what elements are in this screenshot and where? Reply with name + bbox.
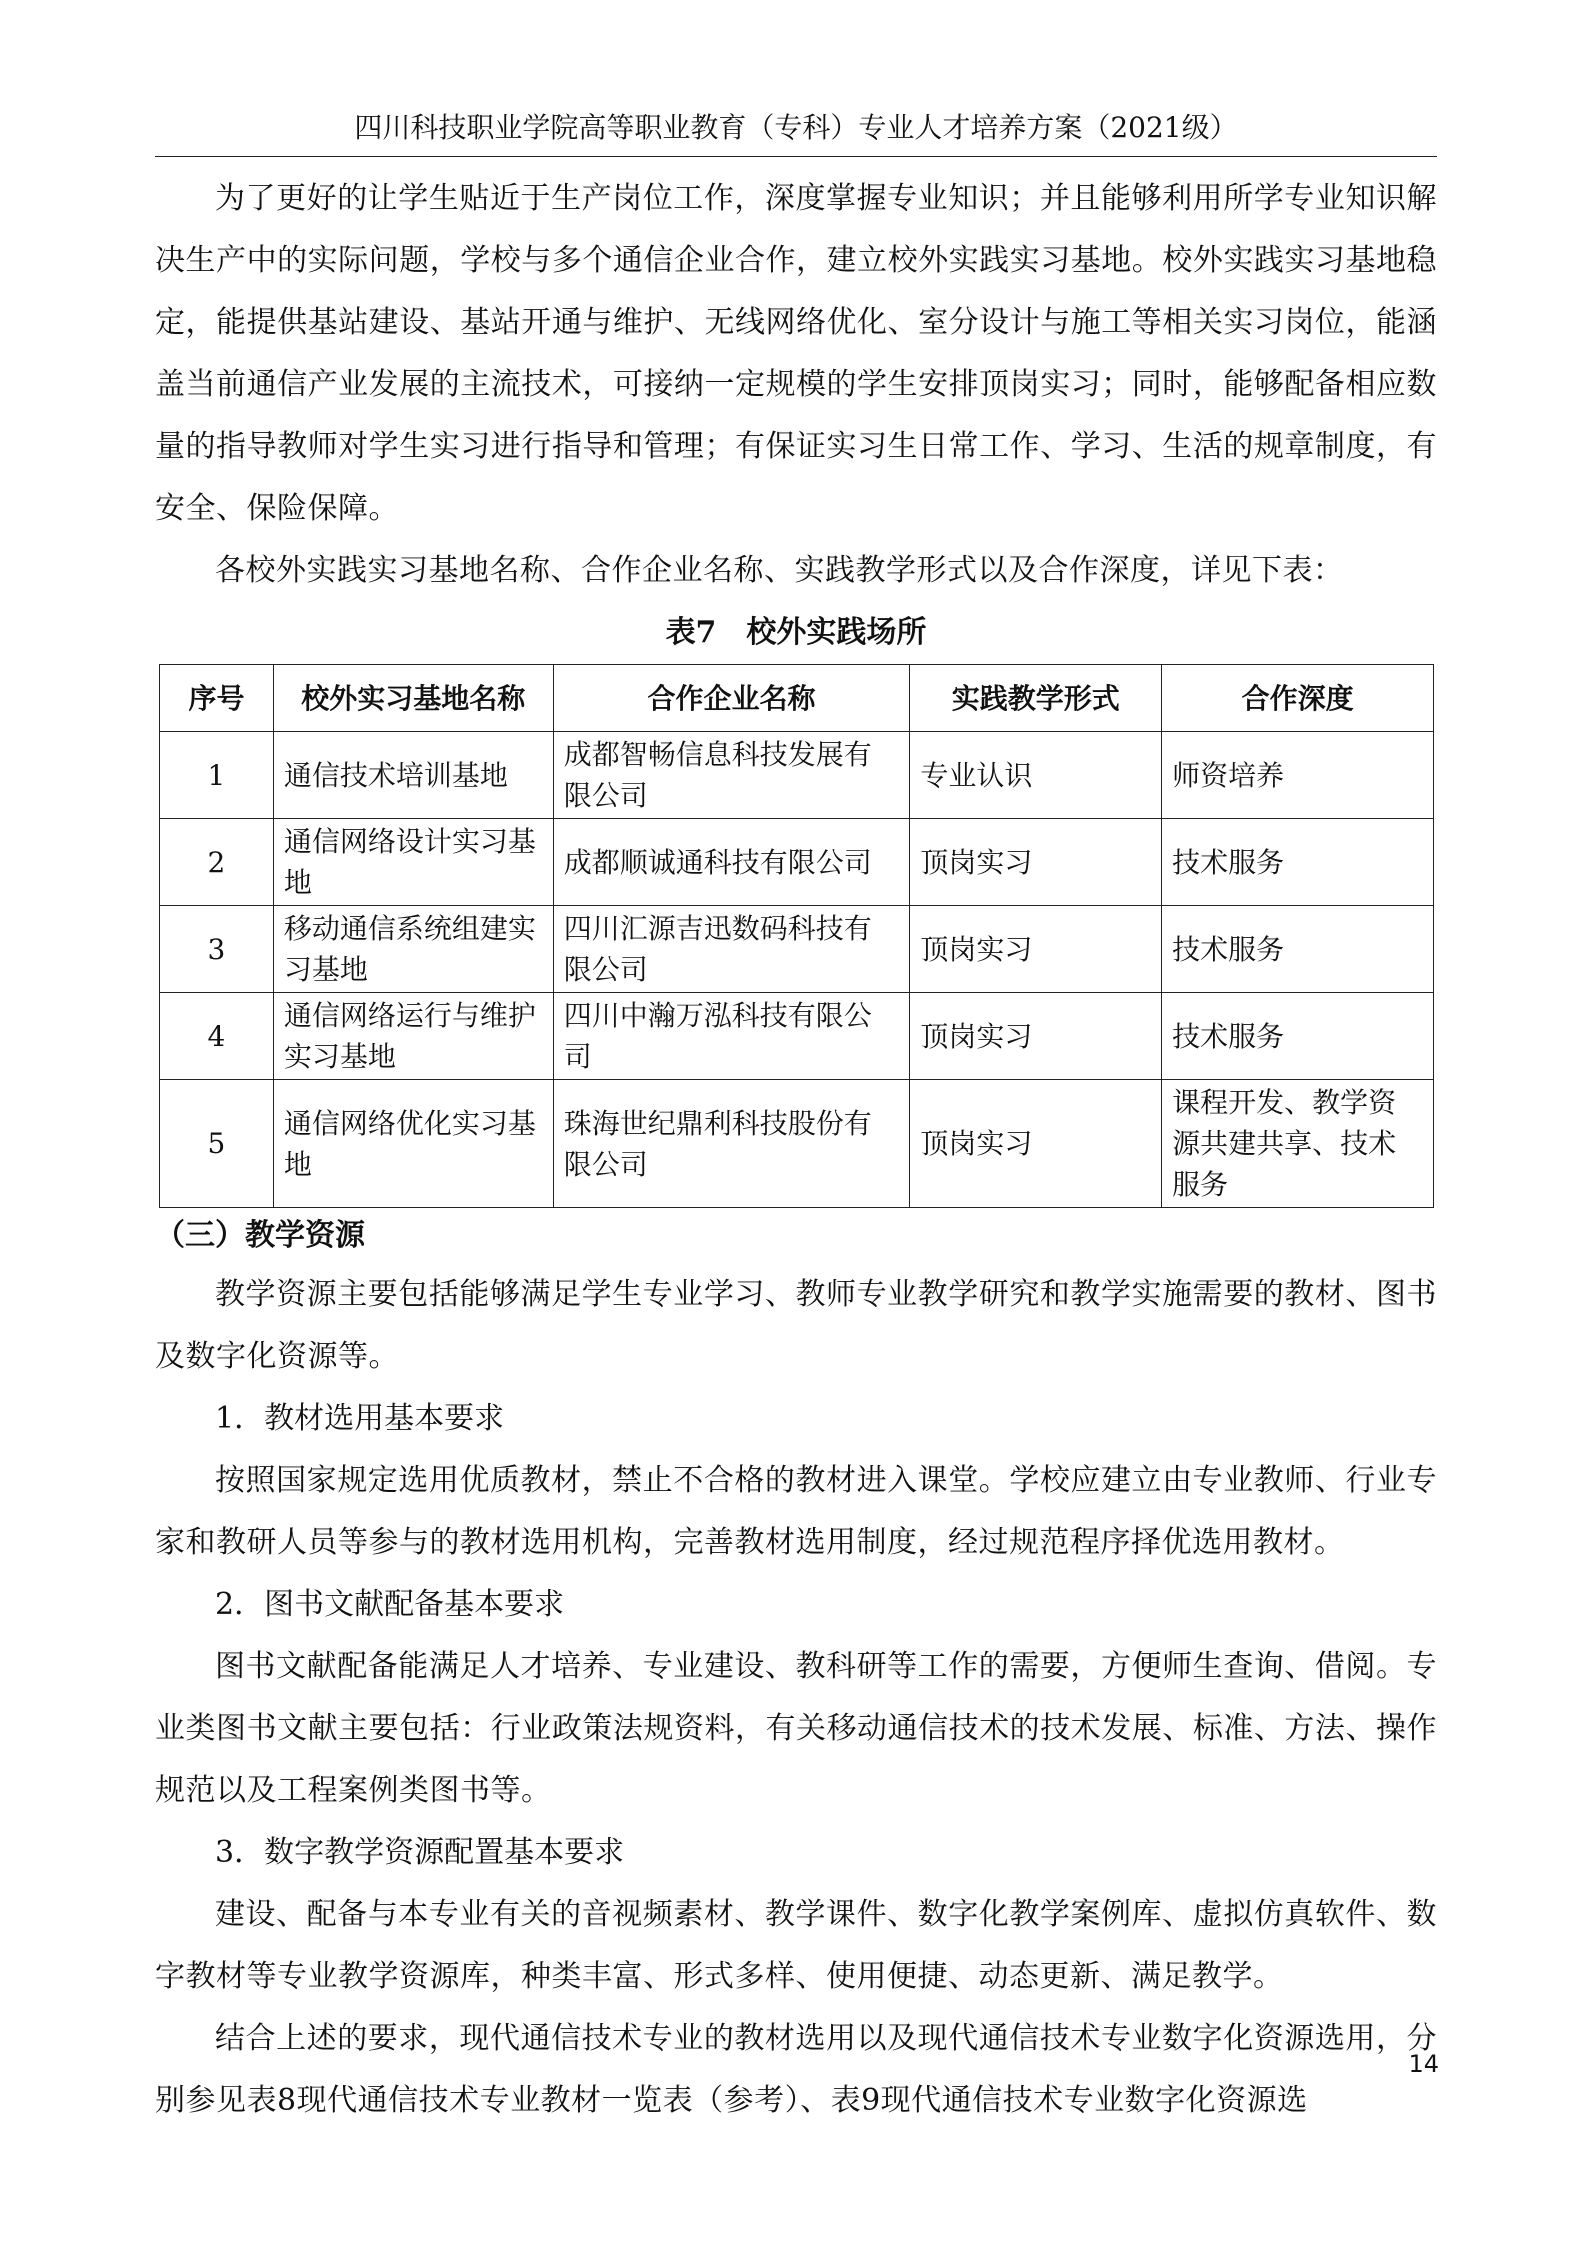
table-row <box>160 732 1434 819</box>
digital-paragraph: 建设、配备与本专业有关的音视频素材、教学课件、数字化教学案例库、虚拟仿真软件、数字教材等专业教学资源库，种类丰富、形式多样、使用便捷、动态更新、满足教学。 <box>155 1897 1437 1994</box>
cooperation-depth: 师资培养 <box>1162 732 1434 819</box>
page-content <box>155 168 1437 2132</box>
table-intro-paragraph: 各校外实践实习基地名称、合作企业名称、实践教学形式以及合作深度，详见下表： <box>215 553 1344 588</box>
row-number: 1 <box>160 732 274 819</box>
column-header: 实践教学形式 <box>910 665 1162 732</box>
row-number: 4 <box>160 993 274 1080</box>
teaching-form: 顶岗实习 <box>910 906 1162 993</box>
page-header <box>155 108 1437 157</box>
subsection-heading-library: 2．图书文献配备基本要求 <box>215 1587 565 1622</box>
base-name: 通信网络设计实习基地 <box>273 819 553 906</box>
base-name: 移动通信系统组建实习基地 <box>273 906 553 993</box>
section-heading: （三）教学资源 <box>155 1218 365 1253</box>
column-header: 合作深度 <box>1162 665 1434 732</box>
table-header-row <box>160 665 1434 732</box>
company-name: 成都智畅信息科技发展有限公司 <box>553 732 910 819</box>
closing-paragraph: 结合上述的要求，现代通信技术专业的教材选用以及现代通信技术专业数字化资源选用，分别参见表8现代通信技术专业教材一览表（参考）、表9现代通信技术专业数字化资源选 <box>155 2021 1437 2118</box>
resources-intro-paragraph: 教学资源主要包括能够满足学生专业学习、教师专业教学研究和教学实施需要的教材、图书及数字化资源等。 <box>155 1277 1437 1374</box>
row-number: 2 <box>160 819 274 906</box>
row-number: 3 <box>160 906 274 993</box>
base-name: 通信网络优化实习基地 <box>273 1080 553 1208</box>
subsection-heading-textbooks: 1．教材选用基本要求 <box>215 1401 505 1436</box>
table-caption: 表7 校外实践场所 <box>665 615 927 650</box>
teaching-form: 专业认识 <box>910 732 1162 819</box>
table-row <box>160 993 1434 1080</box>
base-name: 通信网络运行与维护实习基地 <box>273 993 553 1080</box>
company-name: 成都顺诚通科技有限公司 <box>553 819 910 906</box>
company-name: 珠海世纪鼎利科技股份有限公司 <box>553 1080 910 1208</box>
subsection-heading-digital: 3．数字教学资源配置基本要求 <box>215 1835 625 1870</box>
table-row <box>160 1080 1434 1208</box>
page-number: 14 <box>1408 2050 1439 2078</box>
practice-sites-table <box>159 664 1434 1208</box>
column-header: 合作企业名称 <box>553 665 910 732</box>
header-title: 四川科技职业学院高等职业教育（专科）专业人才培养方案（2021级） <box>354 111 1238 144</box>
cooperation-depth: 技术服务 <box>1162 906 1434 993</box>
company-name: 四川汇源吉迅数码科技有限公司 <box>553 906 910 993</box>
cooperation-depth: 技术服务 <box>1162 993 1434 1080</box>
teaching-form: 顶岗实习 <box>910 819 1162 906</box>
textbooks-paragraph: 按照国家规定选用优质教材，禁止不合格的教材进入课堂。学校应建立由专业教师、行业专家和教研人员等参与的教材选用机构，完善教材选用制度，经过规范程序择优选用教材。 <box>155 1463 1437 1560</box>
intro-paragraph: 为了更好的让学生贴近于生产岗位工作，深度掌握专业知识；并且能够利用所学专业知识解决生产中的实际问题，学校与多个通信企业合作，建立校外实践实习基地。校外实践实习基地稳定，能提供基站建设、基站开通与维护、无线网络优化、室分设计与施工等相关实习岗位，能涵盖当前通信产业发展的主流技术，可接纳一定规模的学生安排顶岗实习；同时，能够配备相应数量的指导教师对学生实习进行指导和管理；有保证实习生日常工作、学习、生活的规章制度，有安全、保险保障。 <box>155 181 1437 526</box>
cooperation-depth: 课程开发、教学资源共建共享、技术服务 <box>1162 1080 1434 1208</box>
column-header: 序号 <box>160 665 274 732</box>
library-paragraph: 图书文献配备能满足人才培养、专业建设、教科研等工作的需要，方便师生查询、借阅。专业类图书文献主要包括：行业政策法规资料，有关移动通信技术的技术发展、标准、方法、操作规范以及工程案例类图书等。 <box>155 1649 1437 1808</box>
table-row <box>160 906 1434 993</box>
base-name: 通信技术培训基地 <box>273 732 553 819</box>
cooperation-depth: 技术服务 <box>1162 819 1434 906</box>
company-name: 四川中瀚万泓科技有限公司 <box>553 993 910 1080</box>
column-header: 校外实习基地名称 <box>273 665 553 732</box>
table-row <box>160 819 1434 906</box>
row-number: 5 <box>160 1080 274 1208</box>
teaching-form: 顶岗实习 <box>910 1080 1162 1208</box>
teaching-form: 顶岗实习 <box>910 993 1162 1080</box>
